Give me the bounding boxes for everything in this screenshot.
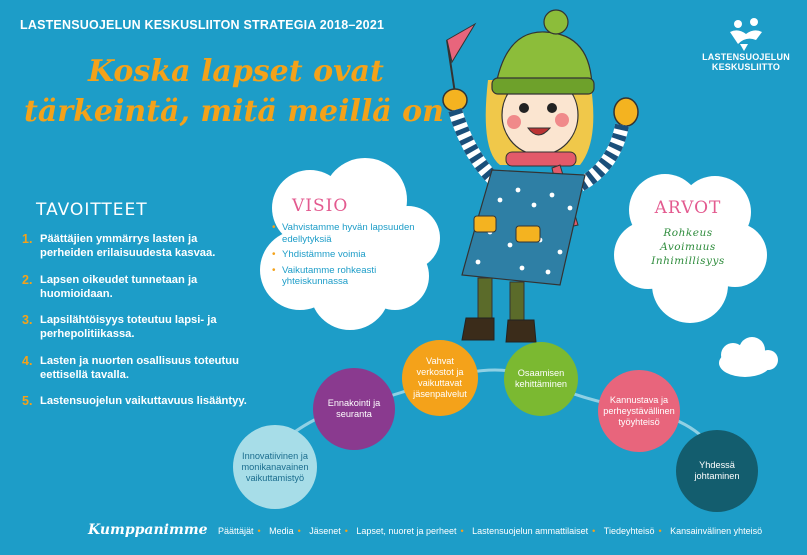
goal-text: Lapsilähtöisyys toteutuu lapsi- ja perhepolitiikassa. xyxy=(40,314,217,340)
circle-networks xyxy=(402,340,478,416)
goal-item xyxy=(22,354,252,382)
circle-innovative-advocacy xyxy=(233,425,317,509)
partner-item: Jäsenet xyxy=(309,526,341,536)
value-item: Avoimuus xyxy=(660,241,716,253)
circle-text: Yhdessä johtaminen xyxy=(694,460,740,481)
visio-item-text: Vahvistamme hyvän lapsuuden edellytyksiä xyxy=(282,222,415,245)
partners-label: Kumppanimme xyxy=(88,522,208,538)
strategy-title: LASTENSUOJELUN KESKUSLIITON STRATEGIA 2018–2021 xyxy=(20,18,385,32)
goal-text: Lastensuojelun vaikuttavuus lisääntyy. xyxy=(40,395,247,407)
headline-line-1: Koska lapset ovat xyxy=(88,54,384,89)
visio-item xyxy=(272,222,422,245)
headline-line-2: tärkeintä, mitä meillä on xyxy=(24,94,444,129)
circle-text: Kannustava ja perheystävällinen työyhteisö xyxy=(603,394,675,427)
girl-illustration xyxy=(443,10,638,342)
partners-footer xyxy=(88,521,762,539)
circle-competence xyxy=(504,342,578,416)
goal-number: 3. xyxy=(22,313,33,327)
goal-text: Lasten ja nuorten osallisuus toteutuu eettisellä tavalla. xyxy=(40,354,239,381)
goal-item xyxy=(22,232,252,260)
circle-workplace xyxy=(598,370,680,452)
goals-list xyxy=(22,232,252,421)
visio-title: VISIO xyxy=(292,196,349,216)
logo[interactable] xyxy=(700,18,792,72)
partner-item: Lapset, nuoret ja perheet xyxy=(356,526,457,536)
value-item: Inhimillisyys xyxy=(651,255,725,267)
arvot-title: ARVOT xyxy=(654,198,722,218)
bullet-icon: • xyxy=(272,222,276,233)
circle-text: Osaamisen kehittäminen xyxy=(514,368,568,389)
partner-item: Kansainvälinen yhteisö xyxy=(670,526,763,536)
logo-line-1: LASTENSUOJELUN xyxy=(702,52,790,62)
circle-text: Ennakointi ja seuranta xyxy=(327,398,381,419)
visio-item-text: Vaikutamme rohkeasti yhteiskunnassa xyxy=(282,264,377,287)
goal-text: Lapsen oikeudet tunnetaan ja huomioidaan. xyxy=(40,273,198,300)
children-logo-icon xyxy=(726,18,766,52)
goal-number: 2. xyxy=(22,272,33,287)
circle-foresight xyxy=(313,368,395,450)
separator-icon: • xyxy=(297,526,301,536)
visio-item xyxy=(272,265,422,288)
partner-item: Päättäjät xyxy=(218,526,254,536)
separator-icon: • xyxy=(460,526,464,536)
goal-item xyxy=(22,313,252,341)
goal-number: 4. xyxy=(22,353,33,368)
separator-icon: • xyxy=(592,526,596,536)
circle-leadership xyxy=(676,430,758,512)
arvot-section xyxy=(628,198,748,268)
bullet-icon: • xyxy=(272,264,276,276)
value-item: Rohkeus xyxy=(663,227,713,239)
partner-item: Media xyxy=(269,526,294,536)
goal-number: 5. xyxy=(22,394,33,408)
page-headline xyxy=(24,52,444,132)
visio-item xyxy=(272,249,422,261)
logo-line-2: KESKUSLIITTO xyxy=(711,62,781,72)
goal-item xyxy=(22,394,252,408)
visio-item-text: Yhdistämme voimia xyxy=(282,249,366,260)
circle-text: Innovatiivinen ja monikanavainen vaikuttamistyö xyxy=(241,450,309,483)
goal-text: Päättäjien ymmärrys lasten ja perheiden erilaisuudesta kasvaa. xyxy=(40,233,216,259)
circle-text: Vahvat verkostot ja vaikuttavat jäsenpalvelut xyxy=(413,356,467,399)
separator-icon: • xyxy=(344,526,348,536)
separator-icon: • xyxy=(257,526,261,536)
small-cloud xyxy=(719,337,778,377)
visio-list xyxy=(272,222,422,288)
partner-item: Tiedeyhteisö xyxy=(603,526,655,536)
partner-item: Lastensuojelun ammattilaiset xyxy=(472,526,589,536)
separator-icon: • xyxy=(658,526,662,536)
bullet-icon: • xyxy=(272,249,276,260)
visio-section xyxy=(272,196,422,292)
goals-title: TAVOITTEET xyxy=(36,200,148,220)
goal-number: 1. xyxy=(22,232,33,246)
goal-item xyxy=(22,273,252,301)
